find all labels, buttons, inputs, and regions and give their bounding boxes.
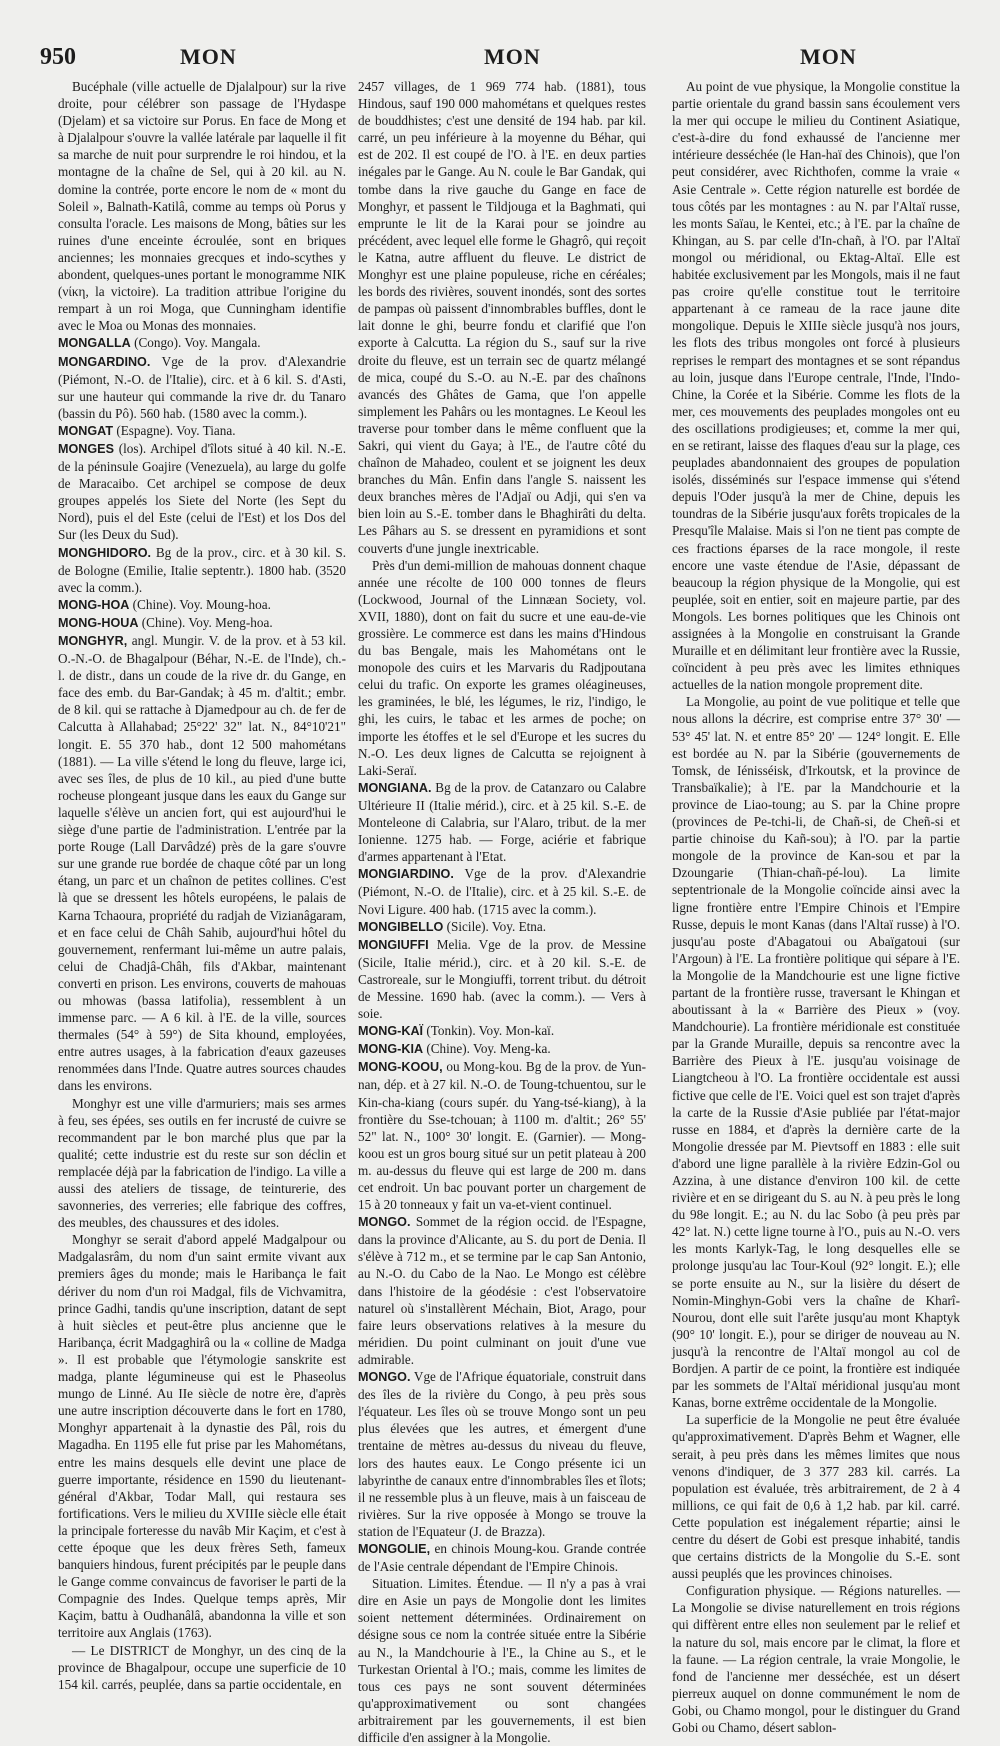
- running-headword-center: MON: [484, 44, 541, 69]
- entry-text: Vge de la prov. d'Alexandrie (Piémont, N.-O. de l'Italie), circ. et à 6 kil. S. d'Asti, sur une hauteur qui commande la rive dr. du Tanaro (bassin du Pô). 560 hab. (1580 avec la comm.).: [58, 353, 346, 421]
- running-headword-left: MON: [180, 44, 237, 69]
- entry-text: Sommet de la région occid. de l'Espagne, dans la province d'Alicante, au S. du port de Denia. Il s'élève à 712 m., et se termine par le cap San Antonio, au N.-O. du Cabo de la Nao. Le Mongo est célèbre dans l'histoire de la géodésie : c'est l'observatoire naturel où s'installèrent Méchain, Biot, Arago, pour faire leurs observations relatives à la mesure du méridien. Du point culminant on jouit d'une vue admirable.: [358, 1214, 646, 1367]
- dictionary-entry: [358, 1213, 646, 1368]
- dictionary-entry: [358, 865, 646, 917]
- entry-text: (Tonkin). Voy. Mon-kaï.: [423, 1023, 555, 1039]
- dictionary-entry: [58, 440, 346, 544]
- entry-text: (Chine). Voy. Meng-hoa.: [138, 614, 273, 630]
- dictionary-entry: [58, 353, 346, 422]
- dictionary-entry: [358, 1368, 646, 1540]
- entry-text: (Chine). Voy. Moung-hoa.: [129, 596, 271, 612]
- entry-headword: MONGO.: [358, 1370, 411, 1385]
- entry-headword: MONGIUFFI: [358, 937, 429, 952]
- entry-text: Vge de la prov. d'Alexandrie (Piémont, N.-O. de l'Italie), circ. et à 25 kil. S.-E. de Novi Ligure. 400 hab. (1715 avec la comm.).: [358, 866, 646, 917]
- entry-text: (Espagne). Voy. Tiana.: [113, 422, 236, 438]
- entry-headword: MONGHYR,: [58, 634, 128, 648]
- paragraph: Au point de vue physique, la Mongolie constitue la partie orientale du grand bassin sans écoulement vers la mer qui occupe le milieu du Continent Asiatique, c'est-à-dire du fond exhaussé de l'ancienne mer intérieure desséchée (le Han-haï des Chinois), que l'on peut considérer, avec Richthofen, comme la vraie « Asie Centrale ». Cette région naturelle est bordée de tous côtés par les montagnes : au N. par l'Altaï russe, les monts Saïau, le Kentei, etc.; à l'E. par la chaîne de Khingan, au S. par celle d'In-chañ, à l'O. par l'Altaï mongol ou méridional, ou Ektag-Altaï. Elle est habitée exclusivement par les Mongols, mais il ne faut pas croire qu'elle constitue tout le territoire appartenant à ce rameau de la race jaune dite mongolique. Depuis le XIIIe siècle jusqu'à nos jours, les flots des tribus mongoles ont forcé à plusieurs reprises le rempart des montagnes et se sont répandus au loin, jusque dans l'Europe centrale, l'Inde, l'Indo-Chine, la Corée et la Sibérie. Comme les flots de la mer, ces mouvements des peuplades mongoles ont eu des oscillations prodigieuses; et, comme la mer qui, en se retirant, laisse des flaques d'eau sur la plage, ces peuplades abandonnaient des groupes de population isolés, disséminés sur l'espace immense qui s'étend depuis l'Oder jusqu'à la mer de Chine, depuis les toundras de la Sibérie jusqu'aux forêts tropicales de la Presqu'île Malaise. Mais si l'on ne tient pas compte de ces fractions éparses de la race mongole, il reste encore une vaste étendue de l'Asie, dépassant de beaucoup la région physique de la Mongolie, qui est peuplée, soit en entier, soit en majeure partie, par des Mongols. Les bornes politiques que les Chinois ont assignées à la Mongolie en construisant la Grande Muraille et en délimitant leur frontière avec la Russie, coïncident à peu près avec les limites ethniques actuelles de la nation mongole proprement dite.: [672, 79, 960, 693]
- paragraph: Près d'un demi-million de mahouas donnent chaque année une récolte de 100 000 tonnes de fleurs (Lockwood, Journal of the Linnæan Society, vol. XVII, 1880), dont on fait du sucre et une eau-de-vie grossière. Le commerce est dans les mains d'Hindous du bas Bengale, mais les Mahométans ont le monopole des cuirs et les Marvaris du Radjpoutana celui du trafic. On exporte les grames oléagineuses, les graminées, le blé, les légumes, le riz, l'indigo, le ghi, les cuirs, le tabac et les armes de poche; on importe les étoffes et le sel d'Europe et les sucres du N.-O. Les deux lignes de Calcutta se rejoignent à Laki-Seraï.: [358, 557, 646, 778]
- entry-text: ou Mong-kou. Bg de la prov. de Yun-nan, dép. et à 27 kil. N.-O. de Toung-tchuentou, sur le Kin-cha-kiang (cours supér. du Yang-tsé-kiang), à la frontière du Sse-tchouan; à 1100 m. d'altit.; 26° 55' 52" lat. N., 100° 30' longit. E. (Garnier). — Mong-koou est un gros bourg situé sur un petit plateau à 200 m. au-dessus du fleuve qui est large de 200 m. dans cet endroit. Un bac pouvant porter un chargement de 15 à 20 tonneaux y fait un va-et-vient continuel.: [358, 1059, 646, 1213]
- dictionary-entry: [58, 544, 346, 596]
- text-column-right: [672, 78, 960, 1735]
- dictionary-entry: [358, 1040, 646, 1058]
- entry-headword: MONG-KAÏ: [358, 1024, 424, 1039]
- paragraph: Situation. Limites. Étendue. — Il n'y a pas à vrai dire en Asie un pays de Mongolie dont les limites soient nettement déterminées. Ordinairement on désigne sous ce nom la contrée située entre la Sibérie au N., la Mandchourie à l'E., la Chine au S., et le Turkestan Oriental à l'O.; mais, comme les limites de tous ces pays ne sont souvent déterminées qu'approximativement ou sont changées arbitrairement par les gouvernements, il est bien difficile d'en assigner à la Mongolie.: [358, 1576, 646, 1745]
- entry-headword: MONG-KOOU,: [358, 1060, 443, 1075]
- paragraph: Bucéphale (ville actuelle de Djalalpour) sur la rive droite, pour célébrer son passage de l'Hydaspe (Djelam) et sa victoire sur Porus. En face de Mong et à Djalalpour s'ouvre la vallée latérale par laquelle il fit sa marche de nuit pour surprendre le roi hindou, et la montagne de la chaîne de Sel, qui à 20 kil. au N. domine la contrée, porte encore le nom de « mont du Soleil », Balnath-Katilâ, comme au temps où Porus y consulta l'oracle. Les maisons de Mong, bâties sur les ruines d'une enceinte écroulée, sont en briques anciennes; les monnaies grecques et indo-scythes y abondent, quelques-unes portant le monogramme NIK (νίκη, la victoire). La tradition attribue l'origine du rempart à un roi Moga, que Cunningham identifie avec le Moa ou Monas des monnaies.: [58, 79, 346, 334]
- dictionary-entry: [358, 918, 646, 936]
- entry-text: Bg de la prov., circ. et à 30 kil. S. de Bologne (Emilie, Italie septentr.). 1800 hab. (3520 avec la comm.).: [58, 544, 346, 595]
- paragraph: Configuration physique. — Régions naturelles. — La Mongolie se divise naturellement en trois régions qui diffèrent entre elles non seulement par le relief et la nature du sol, mais encore par le climat, la flore et la faune. — La région centrale, la vraie Mongolie, le fond de l'ancienne mer desséchée, est un désert pierreux auquel on donne communément le nom de Gobi, ou Chamo mongol, pour le distinguer du Grand Gobi ou Chamo, désert sablon-: [672, 1583, 960, 1735]
- paragraph: Monghyr se serait d'abord appelé Madgalpour ou Madgalasrâm, du nom d'un saint ermite vivant aux premiers âges du monde; mais le Haribança le fait dériver du nom d'un roi Madgal, fils de Vichvamitra, prince Gadhi, tandis qu'une inscription, datant de sept à huit siècles et peut-être plus ancienne que le Haribança, écrit Madgaghirâ ou la « colline de Madga ». Il est probable que l'étymologie sanskrite est madga, plante légumineuse qui est le Phaseolus mungo de Linné. Au IIe siècle de notre ère, d'après une autre inscription découverte dans le fort en 1780, Monghyr appartenait à la dynastie des Pâl, rois du Magadha. En 1195 elle fut prise par les Mahométans, entre les mains desquels elle devint une place de guerre importante, résidence en 1590 du lieutenant-général d'Akbar, Todar Mall, qui restaura ses fortifications. Vers le milieu du XVIIIe siècle elle était la principale forteresse du navâb Mir Kaçim, et c'est à cette époque que les deux frères Seth, fameux banquiers hindous, furent précipités par le peuple dans le Gange comme convaincus de favoriser le parti de la Compagnie des Indes. Quelque temps après, Mir Kaçim, battu à Oudhanâlâ, abandonna la ville et son territoire aux Anglais (1763).: [58, 1232, 346, 1641]
- text-column-middle: [358, 78, 646, 1745]
- entry-headword: MONGIARDINO.: [358, 867, 454, 882]
- entry-headword: MONGHIDORO.: [58, 545, 152, 560]
- entry-text: Vge de l'Afrique équatoriale, construit dans des îles de la rivière du Congo, à peu près sous l'équateur. Les îles où se trouve Mongo sont un peu plus élevées que les autres, et émergent d'une trentaine de mètres au-dessus du niveau du fleuve, lors des hautes eaux. Le Congo présente ici un labyrinthe de canaux entre d'innombrables îles et îlots; il ne ressemble plus à un fleuve, mais à un faisceau de rivières. Sur la rive opposée à Mongo se trouve la station de l'Equateur (J. de Brazza).: [358, 1369, 646, 1539]
- entry-headword: MONGARDINO.: [58, 354, 151, 369]
- entry-text: (Chine). Voy. Meng-ka.: [423, 1041, 551, 1057]
- entry-text: (Sicile). Voy. Etna.: [443, 918, 547, 934]
- entry-headword: MONGOLIE,: [358, 1541, 431, 1556]
- paragraph: La Mongolie, au point de vue politique et telle que nous allons la décrire, est comprise entre 37° 30' — 53° 45' lat. N. et entre 85° 20' — 124° longit. E. Elle est bordée au N. par la Sibérie (gouvernements de Tomsk, de Iénisséisk, d'Irkoutsk, et la province de Transbaïkalie); à l'E. par la Mandchourie et la province de Liao-toung; au S. par la Chine propre (provinces de Pe-tchi-li, de Chañ-si, de Cheñ-si et partie chinoise du Kañ-sou); à l'O. par la partie mongole de la province de Kan-sou et par la Dzoungarie (Thian-chañ-pé-lou). La limite septentrionale de la Mongolie coïncide ainsi avec la ligne frontière entre l'Empire Chinois et l'Empire Russe, depuis le mont Kanas (dans l'Altaï russe) à l'O. jusqu'au poste d'Abagatoui ou Abaïgatoui (sur l'Argoun) à l'E. La frontière politique qui sépare à l'E. la Mongolie de la Mandchourie est une ligne fictive partant de la frontière russe, traversant le Khingan et aboutissant à la « Barrière des Pieux » (voy. Mandchourie). La frontière méridionale est constituée par la Grande Muraille, depuis sa rencontre avec la Barrière des Pieux à l'E. jusqu'au voisinage de Liangtcheou à l'O. La frontière occidentale est aussi fictive que celle de l'E. Voici quel est son trajet d'après la carte de la Russie d'Asie publiée par l'état-major russe en 1884, et d'après la dernière carte de la Mongolie dressée par M. Pievtsoff en 1883 : elle suit d'abord une ligne parallèle à la rivière Edzin-Gol ou Azzina, à une distance d'environ 100 kil. de cette rivière et en se dirigeant du S. au N. à peu près le long du 98e longit. E.; au N. du lac Sobo (à peu près par 42° lat. N.) cette ligne tourne à l'O., puis au N.-O. vers les monts Karlyk-Tag, le long desquelles elle se prolonge jusqu'au lac Tour-Koul (92° longit. E.); elle se porte ensuite au N., sur la lisière du désert de Nomin-Minghyn-Gobi vers la chaîne de Kharî-Nourou, dont elle suit l'arête jusqu'au mont Khaptyk (90° 10' longit. E.), pour se diriger de nouveau au N. jusqu'à la rencontre de l'Altaï mongol au col de Bordjen. A partir de ce point, la frontière est indiquée par les sommets de l'Altaï méridional jusqu'au mont Kanas, borne extrême occidentale de la Mongolie.: [672, 694, 960, 1411]
- entry-headword: MONG-HOA: [58, 597, 130, 612]
- dictionary-entry: [58, 596, 346, 614]
- entry-text: Melia. Vge de la prov. de Messine (Sicile, Italie mérid.), circ. et à 20 kil. S.-E. de Castroreale, sur le Mongiuffi, torrent tribut. du détroit de Messine. 1690 hab. (avec la comm.). — Vers à soie.: [358, 936, 646, 1022]
- dictionary-entry: [58, 632, 346, 1095]
- entry-text: (los). Archipel d'îlots situé à 40 kil. N.-E. de la péninsule Goajire (Venezuela), au large du golfe de Maracaibo. Cet archipel se compose de deux groupes appelés los Siete del Norte (les Sept du Nord), puis el del Este (celui de l'Est) et los Dos del Sur (les Deux du Sud).: [58, 440, 346, 543]
- paragraph: La superficie de la Mongolie ne peut être évaluée qu'approximativement. D'après Behm et Wagner, elle serait, à peu près dans les mêmes limites que nous venons d'indiquer, de 3 377 283 kil. carrés. La population est évaluée, très arbitrairement, de 2 à 4 millions, ce qui fait de 0,6 à 1,2 hab. par kil. carré. Cette population est inégalement répartie; ainsi le centre du désert de Gobi est presque inhabité, tandis que certains districts de la Mongolie du S.-E. sont aussi peuplés que les provinces chinoises.: [672, 1412, 960, 1582]
- dictionary-entry: [58, 422, 346, 440]
- entry-headword: MONGES: [58, 441, 114, 456]
- entry-headword: MONGAT: [58, 423, 114, 438]
- dictionary-entry: [358, 779, 646, 865]
- dictionary-entry: [58, 334, 346, 352]
- entry-text: angl. Mungir. V. de la prov. et à 53 kil. O.-N.-O. de Bhagalpour (Béhar, N.-E. de l'Inde), ch.-l. de distr., dans un coude de la rive dr. du Gange, en face des emb. du Bar-Gandak; à 45 m. d'altit.; embr. de 8 kil. qui se rattache à Djamedpour au ch. de fer de Calcutta à Allahabad; 25°22' 32" lat. N., 84°10'21" longit. E. 55 370 hab., dont 12 500 mahométans (1881). — La ville s'étend le long du fleuve, large ici, avec ses îles, de plus de 10 kil., au pied d'une butte rocheuse plongeant jusque dans les eaux du Gange sur laquelle s'élève un ancien fort, qui est aujourd'hui le siège d'une partie de l'administration. L'entrée par la porte Rouge (Lall Darvâdzé) près de la gare s'ouvre sur une grande rue bordée de chaque côté par un long étang, un parc et un chaînon de petites collines. C'est là que se dressent les hôtels européens, le palais de Karna Tchaoura, propriété du radjah de Vizianâgaram, et en face celui de Châh Sahib, aujourd'hui hôtel du gouvernement, renfermant lui-même un autre palais, celui de Chadjâ-Châh, fils d'Akbar, maintenant converti en prison. Les environs, couverts de mahouas ou mhowas (bassa latifolia), ressemblent à un immense parc. — A 6 kil. à l'E. de la ville, sources thermales (54° à 59°) de Sita khound, employées, entre autres usages, à la fabrication d'eaux gazeuses renommées dans l'Inde. Quatre autres sources chaudes dans les environs.: [58, 633, 346, 1094]
- entry-text: (Congo). Voy. Mangala.: [130, 335, 261, 351]
- page-header: [0, 44, 1000, 76]
- entry-headword: MONGIBELLO: [358, 919, 444, 934]
- dictionary-entry: [358, 1058, 646, 1213]
- entry-text: Bg de la prov. de Catanzaro ou Calabre Ultérieure II (Italie mérid.), circ. et à 25 kil. S.-E. de Monteleone di Calabria, sur l'Alaro, tribut. de la mer Ionienne. 1275 hab. — Forge, aciérie et fabrique d'armes appartenant à l'Etat.: [358, 779, 646, 865]
- page-number: 950: [40, 44, 76, 70]
- dictionary-entry: [58, 614, 346, 632]
- running-headword-right: MON: [800, 44, 857, 69]
- dictionary-entry: [358, 936, 646, 1022]
- paragraph: 2457 villages, de 1 969 774 hab. (1881), tous Hindous, sauf 190 000 mahométans et quelques restes de bouddhistes; c'est une densité de 194 hab. par kil. carré, un peu inférieure à la moyenne du Béhar, qui est de 202. Il est coupé de l'O. à l'E. en deux parties inégales par le Gange. Au N. coule le Bar Gandak, qui tombe dans la rive gauche du Gange en face de Monghyr, et passent le Tildjouga et la Baghmati, qui emprunte le lit de la Karai pour se joindre au précédent, avec lequel elle forme le Ghagrô, qui reçoit le Katna, autre affluent du fleuve. Le district de Monghyr est une plaine populeuse, riche en céréales; les bords des rivières, souvent inondés, sont des sortes de pampas où paissent d'innombrables buffles, dont le lait donne le ghi, beurre fondu et clarifié que l'on exporte à Calcutta. La région du S., sauf sur la rive droite du fleuve, est un terrain sec de quartz mélangé de mica, coupé du S.-O. au N.-E. par des chaînons avancés des Ghâtes de Gama, que l'on appelle simplement les Pahârs ou les montagnes. Le Keoul les traverse pour tomber dans le même confluent que la Sakri, qui vient du Gaya; à l'E., de l'autre côté du chaînon de Mahadeo, coulent et se joignent les deux branches du Mân. Enfin dans l'angle S. naissent les deux branches mères de l'Adjaï ou Adji, qui s'en va bien loin au S.-E. tomber dans le Bhaghirâti du delta. Les Pâhars au S. se dressent en pyramidions et sont couverts d'une jungle inextricable.: [358, 79, 646, 556]
- entry-headword: MONGALLA: [58, 336, 131, 351]
- entry-headword: MONG-HOUA: [58, 615, 139, 630]
- entry-text: en chinois Moung-kou. Grande contrée de l'Asie centrale dépendant de l'Empire Chinois.: [358, 1540, 646, 1575]
- entry-headword: MONG-KIA: [358, 1042, 424, 1057]
- paragraph: Monghyr est une ville d'armuriers; mais ses armes à feu, ses épées, ses outils en fer incrusté de cuivre se recommandent par le bon marché plus que par la qualité; cette industrie est du reste sur son déclin et remplacée déjà par la fabrication de l'indigo. La ville a aussi des ateliers de tissage, de teinturerie, des savonneries, des verreries; elle fabrique des coffres, des meubles, des chaussures et des idoles.: [58, 1095, 346, 1231]
- paragraph: — Le DISTRICT de Monghyr, un des cinq de la province de Bhagalpour, occupe une superficie de 10 154 kil. carrés, peuplée, dans sa partie occidentale, en: [58, 1642, 346, 1692]
- dictionary-entry: [358, 1022, 646, 1040]
- entry-headword: MONGIANA.: [358, 780, 432, 795]
- text-column-left: [58, 78, 346, 1692]
- dictionary-entry: [358, 1540, 646, 1575]
- entry-headword: MONGO.: [358, 1215, 411, 1230]
